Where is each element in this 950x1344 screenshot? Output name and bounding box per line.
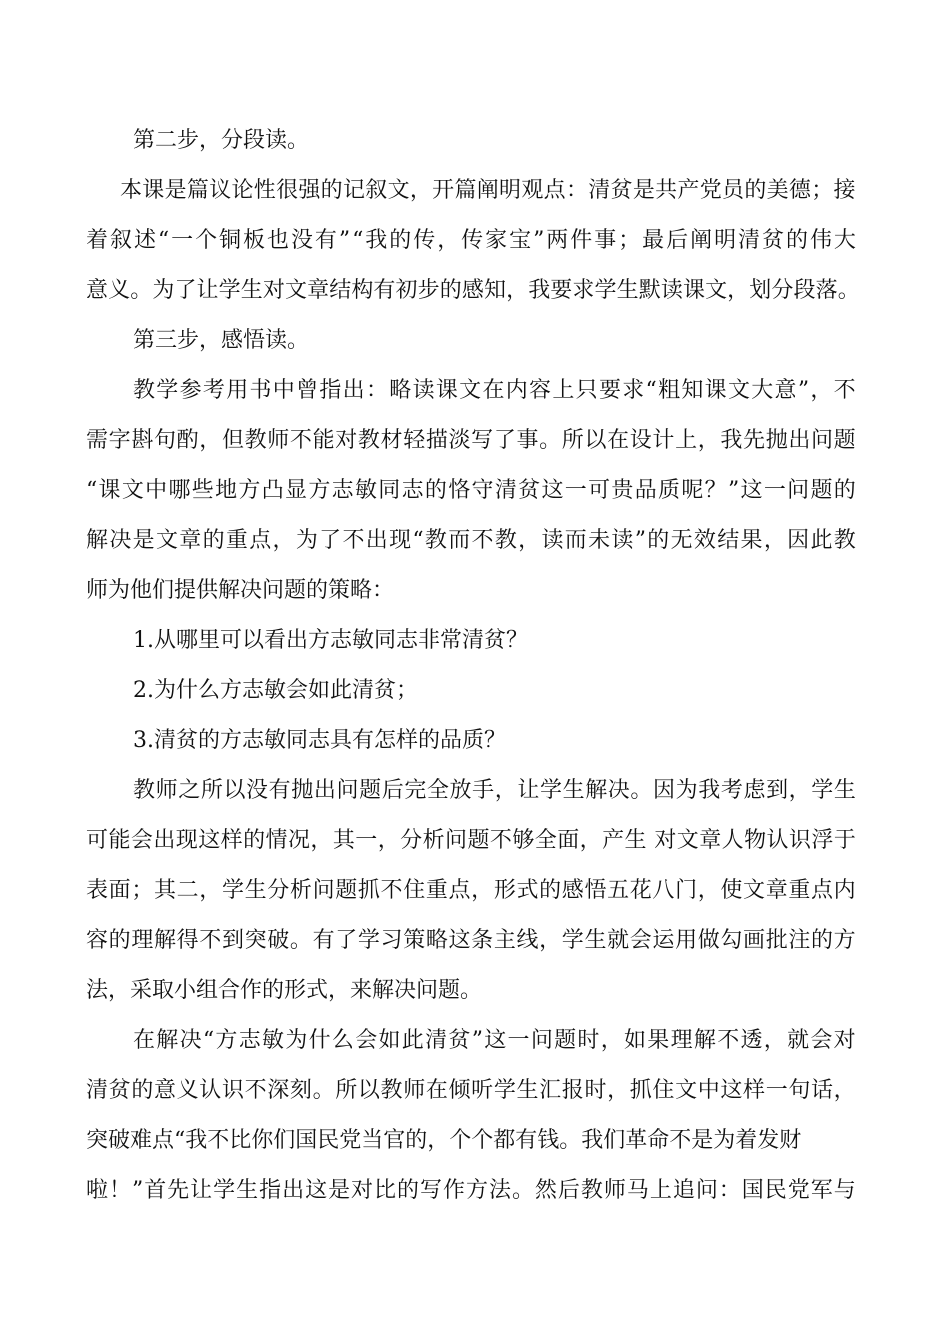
paragraph-line: “ 课 文 中 哪 些 地 方 凸 显 方 志 敏 同 志 的 恪 守 清 贫 这 一 可 贵 品 质 呢 ？ ” 这 一 问 题 的 <box>86 478 856 503</box>
paragraph-line: 容 的 理 解 得 不 到 突 破 。 有 了 学 习 策 略 这 条 主 线 ， 学 生 就 会 运 用 做 勾 画 批 注 的 方 <box>86 928 856 953</box>
list-item: 1.从哪里可以看出方志敏同志非常清贫？ <box>133 628 528 653</box>
paragraph-line: 解 决 是 文 章 的 重 点 ， 为 了 不 出 现 “ 教 而 不 教 ， 读 而 未 读 ” 的 无 效 结 果 ， 因 此 教 <box>86 528 856 553</box>
paragraph-line: 突破难点“我不比你们国民党当官的，个个都有钱。我们革命不是为着发财 <box>86 1128 802 1153</box>
paragraph-line: 在 解 决 “ 方 志 敏 为 什 么 会 如 此 清 贫 ” 这 一 问 题 时 ， 如 果 理 解 不 透 ， 就 会 对 <box>133 1028 856 1053</box>
list-item: 3.清贫的方志敏同志具有怎样的品质？ <box>133 728 506 753</box>
paragraph-line: 第三步，感悟读。 <box>133 328 310 353</box>
paragraph-line: 教 师 之 所 以 没 有 抛 出 问 题 后 完 全 放 手 ， 让 学 生 解 决 。 因 为 我 考 虑 到 ， 学 生 <box>133 778 856 803</box>
paragraph-line: 第二步，分段读。 <box>133 128 310 153</box>
list-item: 2.为什么方志敏会如此清贫； <box>133 678 418 703</box>
paragraph-line: 法，采取小组合作的形式，来解决问题。 <box>86 978 483 1003</box>
paragraph-line: 本 课 是 篇 议 论 性 很 强 的 记 叙 文 ， 开 篇 阐 明 观 点 ： 清 贫 是 共 产 党 员 的 美 德 ； 接 <box>120 178 856 203</box>
paragraph-line: 表 面 ； 其 二 ， 学 生 分 析 问 题 抓 不 住 重 点 ， 形 式 的 感 悟 五 花 八 门 ， 使 文 章 重 点 内 <box>86 878 856 903</box>
paragraph-line: 可 能 会 出 现 这 样 的 情 况 ， 其 一 ， 分 析 问 题 不 够 全 面 ， 产 生 对 文 章 人 物 认 识 浮 于 <box>86 828 856 853</box>
paragraph-line: 啦 ！ ” 首 先 让 学 生 指 出 这 是 对 比 的 写 作 方 法 。 然 后 教 师 马 上 追 问 ： 国 民 党 军 与 <box>86 1178 856 1203</box>
paragraph-line: 教 学 参 考 用 书 中 曾 指 出 ： 略 读 课 文 在 内 容 上 只 要 求 “ 粗 知 课 文 大 意 ” ， 不 <box>133 378 856 403</box>
paragraph-line: 着 叙 述 “ 一 个 铜 板 也 没 有 ” “ 我 的 传 ， 传 家 宝 ” 两 件 事 ； 最 后 阐 明 清 贫 的 伟 大 <box>86 228 856 253</box>
paragraph-line: 意 义 。 为 了 让 学 生 对 文 章 结 构 有 初 步 的 感 知 ， 我 要 求 学 生 默 读 课 文 ， 划 分 段 落 。 <box>86 278 860 303</box>
paragraph-line: 需 字 斟 句 酌 ， 但 教 师 不 能 对 教 材 轻 描 淡 写 了 事 。 所 以 在 设 计 上 ， 我 先 抛 出 问 题 <box>86 428 856 453</box>
paragraph-line: 师为他们提供解决问题的策略： <box>86 578 395 603</box>
paragraph-line: 清 贫 的 意 义 认 识 不 深 刻 。 所 以 教 师 在 倾 听 学 生 汇 报 时 ， 抓 住 文 中 这 样 一 句 话 ， <box>86 1078 856 1103</box>
